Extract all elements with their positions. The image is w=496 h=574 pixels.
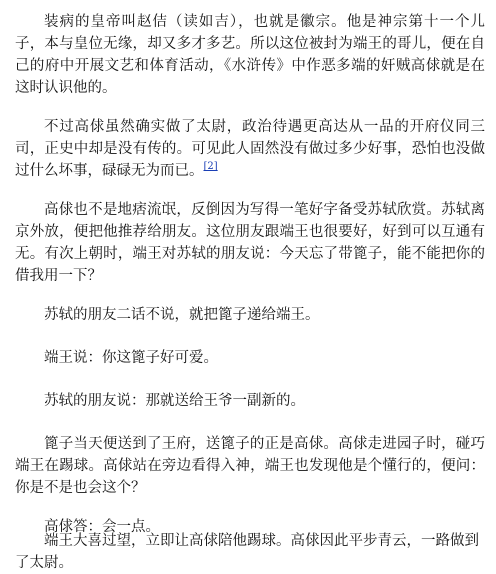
paragraph-friend-gives-comb: 苏轼的朋友二话不说，就把篦子递给端王。 (44, 307, 320, 323)
footnote-link[interactable]: [2] (203, 161, 218, 173)
paragraph-gaoqiu-sushi: 高俅也不是地痞流氓，反倒因为写得一笔好字备受苏轼欣赏。苏轼离京外放，便把他推荐给朋友。这位朋友跟端王也很要好，好到可以互通有无。有次上朝时，端王对苏轼的朋友说：今天忘了带篦子，能不能把你的借我用一下？ (15, 202, 485, 284)
paragraph-gaoqiu-office-text: 不过高俅虽然确实做了太尉，政治待遇更高达从一品的开府仪同三司，正史中却是没有传的。可见此人固然没有做过多少好事，恐怕也没做过什么坏事，碌碌无为而已。 (15, 119, 485, 179)
paragraph-gaoqiu-office (15, 116, 485, 182)
partial-next-line: 端王大喜过望，立即让高俅陪他踢球。高俅因此平步青云，一路做到了太尉。 (15, 533, 479, 571)
paragraph-duanwang-says: 端王说：你这篦子好可爱。 (44, 350, 218, 366)
paragraph-gaoqiu-answers: 高俅答：会一点。 (44, 519, 160, 535)
article-body (15, 11, 485, 571)
paragraph-huizong-intro: 装病的皇帝叫赵佶（读如吉），也就是徽宗。他是神宗第十一个儿子，本与皇位无缘，却又多才多艺。所以这位被封为端王的哥儿，便在自己的府中开展文艺和体育活动，《水浒传》中作恶多端的奸贼高俅就是在这时认识他的。 (15, 14, 485, 96)
paragraph-comb-delivered: 篦子当天便送到了王府，送篦子的正是高俅。高俅走进园子时，碰巧端王在踢球。高俅站在旁边看得入神，端王也发现他是个懂行的，便问：你是不是也会这个？ (15, 436, 485, 496)
paragraph-friend-replies: 苏轼的朋友说：那就送给王爷一副新的。 (44, 393, 305, 409)
